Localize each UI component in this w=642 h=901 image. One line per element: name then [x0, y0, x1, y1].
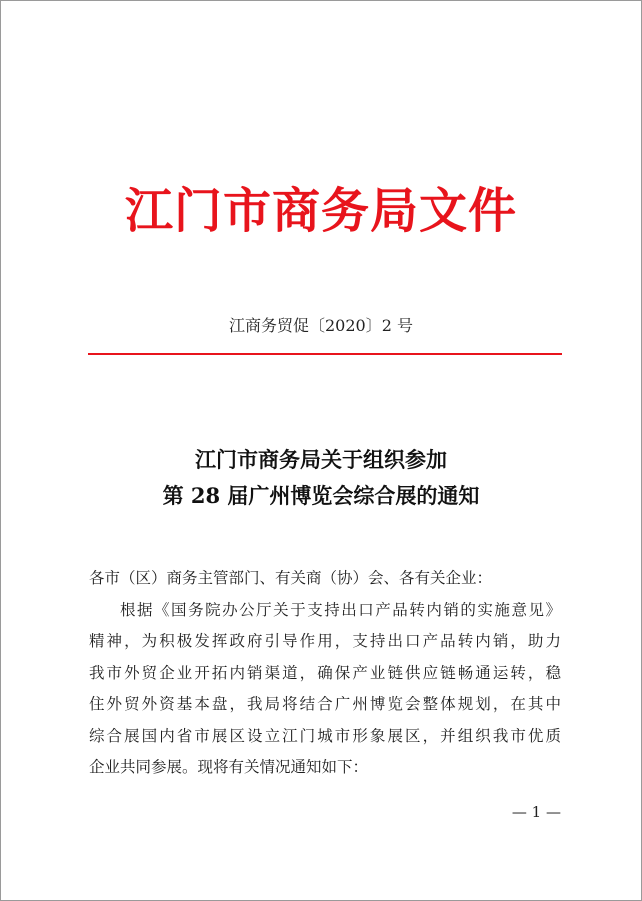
page-number: — 1 —	[511, 803, 561, 821]
document-number: 江商务贸促〔2020〕2 号	[229, 316, 413, 335]
paragraph-line: 企业共同参展。现将有关情况通知如下：	[89, 758, 369, 776]
paragraph-line: 精神，为积极发挥政府引导作用，支持出口产品转内销，助力	[89, 632, 561, 650]
document-header-title: 江门市商务局文件	[124, 183, 517, 239]
paragraph-line: 住外贸外资基本盘，我局将结合广州博览会整体规划，在其中	[89, 695, 561, 713]
notice-title-line-2: 第 28 届广州博览会综合展的通知	[162, 483, 480, 508]
paragraph-line: 我市外贸企业开拓内销渠道，确保产业链供应链畅通运转，稳	[89, 663, 561, 682]
salutation: 各市（区）商务主管部门、有关商（协）会、各有关企业：	[89, 569, 493, 587]
notice-body	[89, 563, 561, 784]
notice-title	[1, 442, 641, 514]
red-divider-line	[88, 353, 562, 355]
paragraph-line: 根据《国务院办公厅关于支持出口产品转内销的实施意见》	[120, 600, 561, 619]
paragraph-line: 综合展国内省市展区设立江门城市形象展区，并组织我市优质	[89, 726, 561, 745]
notice-title-line-1: 江门市商务局关于组织参加	[195, 447, 447, 472]
